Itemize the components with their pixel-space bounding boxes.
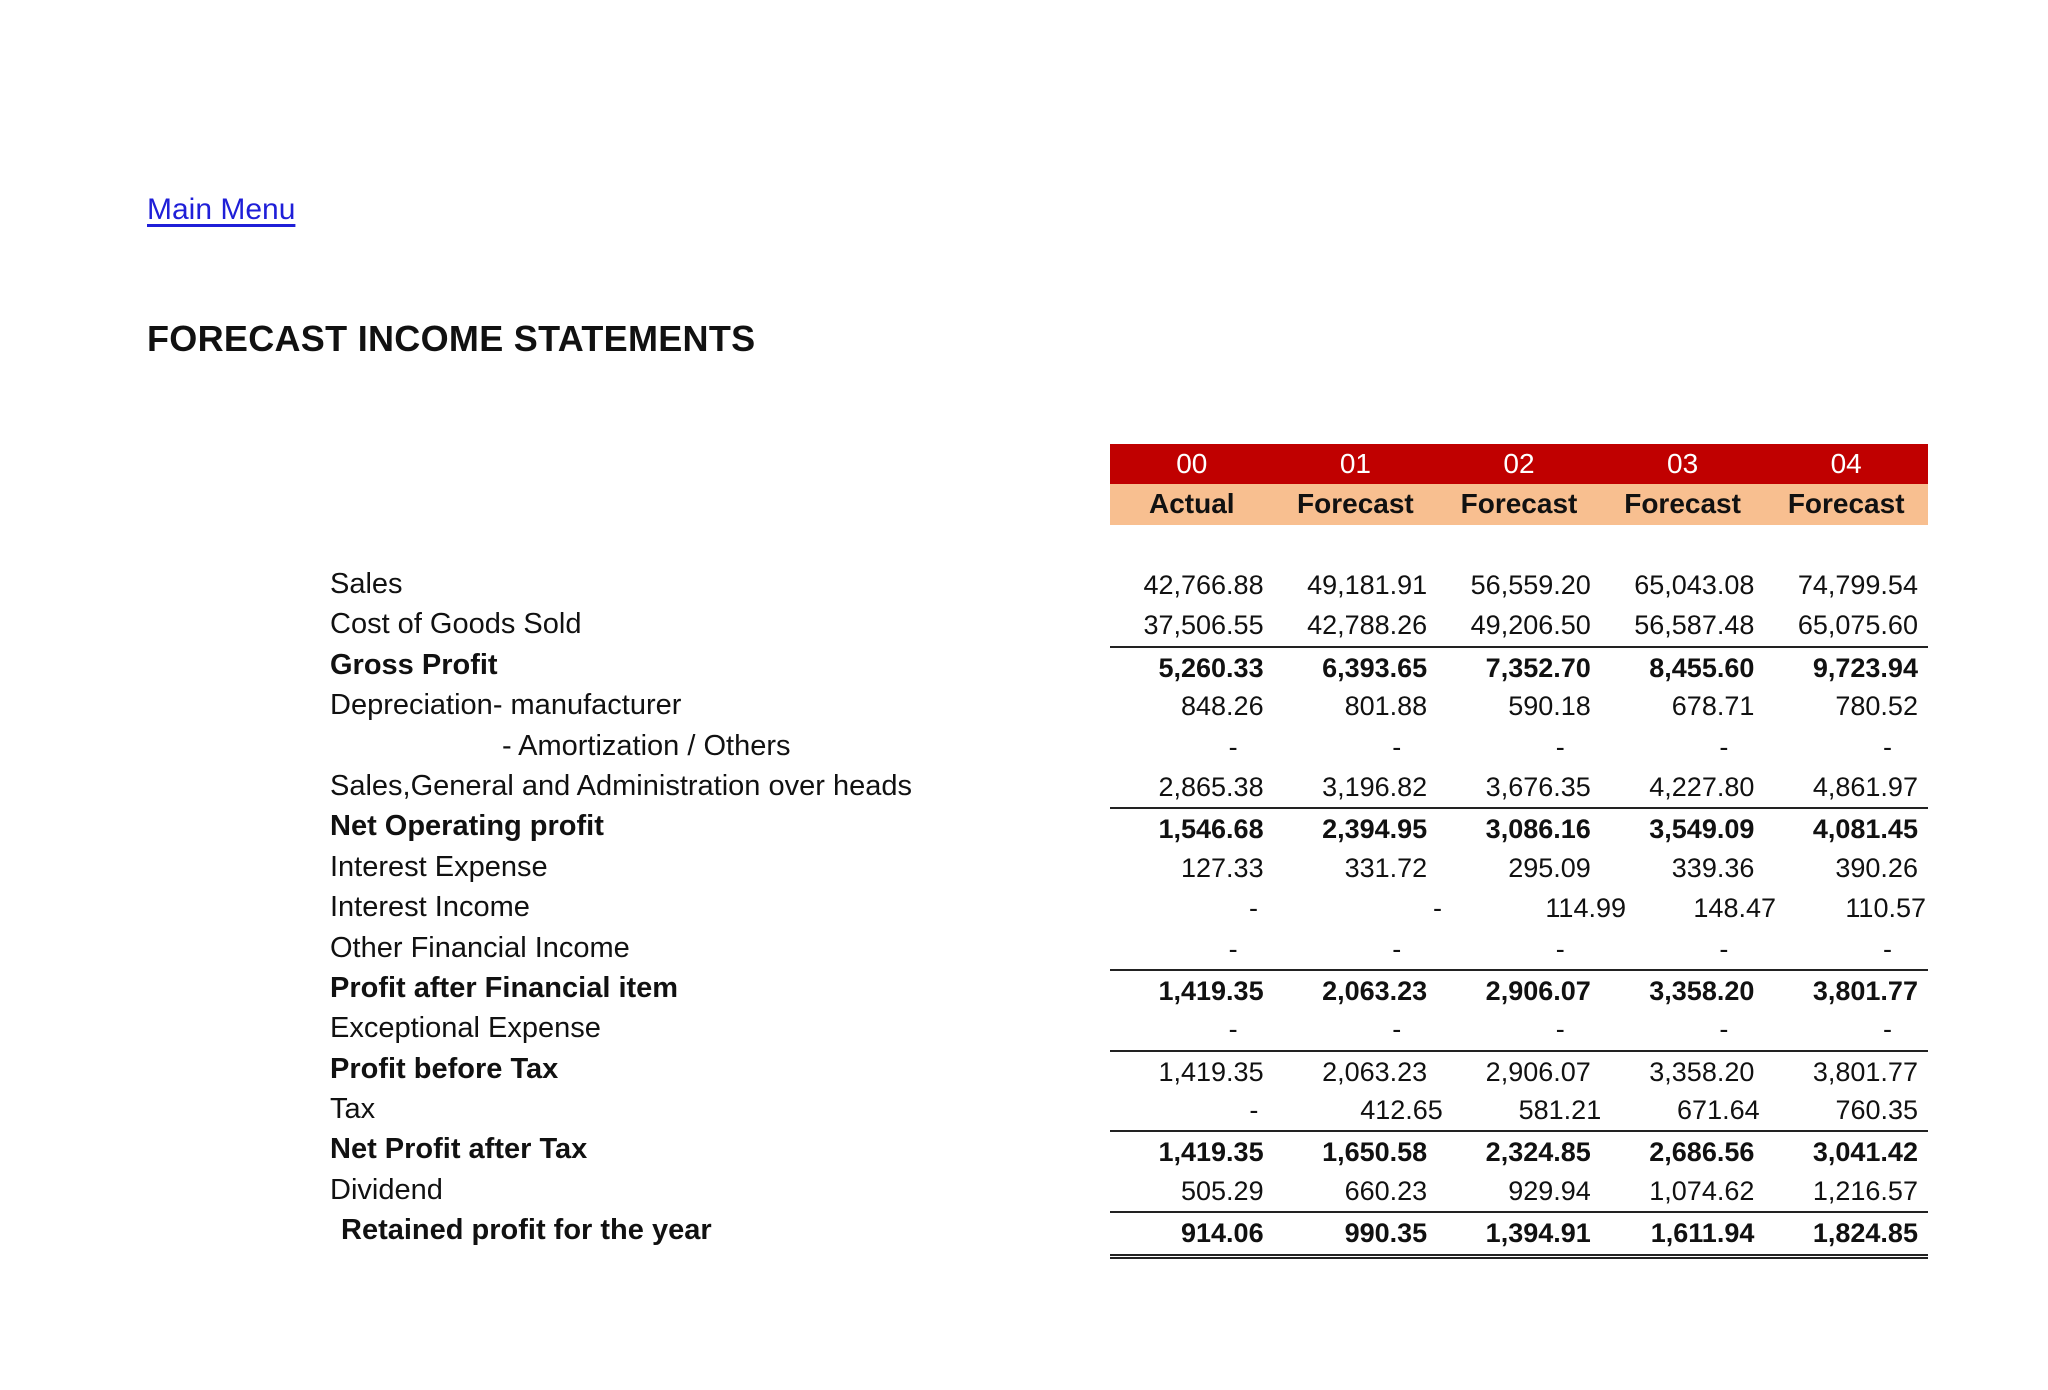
value-cell: -: [1249, 1095, 1259, 1126]
value-cell: -: [1719, 731, 1729, 762]
value-cell: 581.21: [1518, 1095, 1602, 1126]
table-row: [0, 1130, 2048, 1170]
value-cell: 3,549.09: [1649, 814, 1755, 845]
value-cell: 929.94: [1508, 1175, 1591, 1206]
row-label: Cost of Goods Sold: [330, 608, 582, 641]
row-label: Sales,General and Administration over heads: [330, 769, 912, 802]
type-header-cell: Forecast: [1787, 488, 1905, 519]
type-header-row: [1110, 484, 1928, 525]
year-header-cell: 01: [1339, 448, 1371, 479]
row-values: [1110, 727, 1928, 767]
table-row: [0, 929, 2048, 969]
value-cell: 5,260.33: [1158, 652, 1264, 683]
value-cell: 3,358.20: [1649, 1056, 1755, 1087]
table-row: [0, 1211, 2048, 1251]
type-header-cell: Forecast: [1460, 488, 1578, 519]
value-cell: 3,086.16: [1485, 814, 1591, 845]
row-values: [1110, 848, 1928, 888]
row-label: Depreciation- manufacturer: [330, 689, 682, 722]
value-cell: 331.72: [1344, 852, 1428, 883]
year-header-cell: 02: [1503, 448, 1535, 479]
value-cell: 412.65: [1360, 1095, 1443, 1126]
row-label: Net Profit after Tax: [330, 1133, 588, 1166]
value-cell: -: [1882, 933, 1892, 964]
row-values: [1110, 1211, 1928, 1258]
value-cell: -: [1392, 731, 1402, 762]
value-cell: 37,506.55: [1143, 610, 1264, 641]
row-values: [1110, 1009, 1928, 1049]
value-cell: 42,766.88: [1143, 570, 1264, 600]
row-values: [1110, 969, 1928, 1011]
value-cell: 1,611.94: [1650, 1218, 1755, 1249]
year-header-cell: 03: [1667, 448, 1699, 479]
row-values: [1110, 1171, 1928, 1211]
table-row: [0, 1090, 2048, 1130]
value-cell: 114.99: [1545, 893, 1626, 924]
value-cell: 2,063.23: [1322, 1056, 1428, 1087]
value-cell: 127.33: [1181, 852, 1264, 883]
value-cell: -: [1555, 1014, 1565, 1045]
row-values: [1110, 807, 1928, 849]
value-cell: 1,074.62: [1649, 1175, 1755, 1206]
value-cell: 148.47: [1693, 893, 1776, 924]
value-cell: 2,394.95: [1322, 814, 1428, 845]
income-statement-table: [0, 565, 2048, 1252]
page-title: FORECAST INCOME STATEMENTS: [147, 318, 756, 359]
value-cell: 56,587.48: [1634, 610, 1755, 641]
row-label: Exceptional Expense: [330, 1012, 601, 1045]
value-cell: 990.35: [1344, 1218, 1428, 1249]
value-cell: 7,352.70: [1485, 652, 1591, 683]
value-cell: -: [1882, 1014, 1892, 1045]
table-row: [0, 727, 2048, 767]
value-cell: 590.18: [1508, 691, 1591, 722]
value-cell: -: [1555, 731, 1565, 762]
table-row: [0, 807, 2048, 847]
table-row: [0, 888, 2048, 928]
table-row: [0, 1050, 2048, 1090]
table-row: [0, 605, 2048, 645]
value-cell: 1,419.35: [1158, 1137, 1264, 1168]
row-values: [1110, 929, 1928, 969]
value-cell: -: [1882, 731, 1892, 762]
value-cell: 801.88: [1344, 691, 1428, 722]
value-cell: 3,801.77: [1812, 1056, 1918, 1087]
year-header-cell: 00: [1176, 448, 1208, 479]
type-header-cell: Forecast: [1624, 488, 1741, 519]
row-values: [1110, 686, 1928, 726]
value-cell: 3,041.42: [1812, 1137, 1918, 1168]
row-values: [1110, 646, 1928, 688]
value-cell: 3,196.82: [1322, 771, 1428, 802]
row-values: [1110, 605, 1928, 645]
row-label: Tax: [330, 1093, 376, 1126]
value-cell: 9,723.94: [1812, 652, 1918, 683]
table-row: [0, 1171, 2048, 1211]
row-values: [1110, 565, 1928, 605]
value-cell: 505.29: [1181, 1175, 1264, 1206]
value-cell: 1,419.35: [1158, 1056, 1264, 1087]
value-cell: -: [1392, 1014, 1402, 1045]
table-row: [0, 1009, 2048, 1049]
row-label: - Amortization / Others: [502, 729, 791, 762]
value-cell: 49,206.50: [1470, 610, 1591, 641]
value-cell: 2,063.23: [1322, 975, 1428, 1006]
value-cell: 65,043.08: [1634, 570, 1755, 600]
value-cell: 1,824.85: [1812, 1218, 1918, 1249]
row-values: [1110, 888, 1928, 928]
value-cell: 1,546.68: [1158, 814, 1264, 845]
table-row: [0, 565, 2048, 605]
value-cell: 1,419.35: [1158, 975, 1264, 1006]
row-label: Retained profit for the year: [341, 1214, 712, 1247]
value-cell: 2,324.85: [1485, 1137, 1591, 1168]
value-cell: 4,227.80: [1649, 771, 1755, 802]
value-cell: 2,686.56: [1649, 1137, 1755, 1168]
value-cell: -: [1392, 933, 1402, 964]
row-label: Other Financial Income: [330, 931, 630, 964]
value-cell: -: [1228, 1014, 1238, 1045]
value-cell: -: [1433, 893, 1442, 924]
value-cell: 42,788.26: [1307, 610, 1428, 641]
value-cell: -: [1719, 933, 1729, 964]
value-cell: 1,216.57: [1812, 1175, 1918, 1206]
value-cell: 56,559.20: [1470, 570, 1591, 600]
value-cell: 3,676.35: [1485, 771, 1591, 802]
value-cell: 678.71: [1671, 691, 1755, 722]
type-header-cell: Actual: [1149, 488, 1235, 519]
row-values: [1110, 767, 1928, 807]
value-cell: 2,906.07: [1485, 975, 1591, 1006]
value-cell: -: [1249, 893, 1258, 924]
value-cell: -: [1228, 933, 1238, 964]
value-cell: 914.06: [1181, 1218, 1264, 1249]
value-cell: 760.35: [1835, 1095, 1919, 1126]
value-cell: 4,081.45: [1812, 814, 1918, 845]
value-cell: 110.57: [1845, 893, 1926, 924]
value-cell: 4,861.97: [1812, 771, 1918, 802]
table-row: [0, 646, 2048, 686]
value-cell: 2,865.38: [1158, 771, 1264, 802]
row-values: [1110, 1090, 1928, 1130]
value-cell: -: [1555, 933, 1565, 964]
row-label: Net Operating profit: [330, 810, 604, 843]
table-row: [0, 969, 2048, 1009]
table-row: [0, 686, 2048, 726]
value-cell: 6,393.65: [1322, 652, 1428, 683]
value-cell: 780.52: [1835, 691, 1918, 722]
value-cell: 3,801.77: [1812, 975, 1918, 1006]
year-header-cell: 04: [1830, 448, 1862, 479]
row-label: Gross Profit: [330, 648, 498, 681]
value-cell: 2,906.07: [1485, 1056, 1591, 1087]
row-label: Interest Income: [330, 891, 530, 924]
year-header-row: [1110, 444, 1928, 484]
value-cell: 660.23: [1344, 1175, 1428, 1206]
value-cell: 671.64: [1677, 1095, 1760, 1126]
value-cell: 65,075.60: [1797, 610, 1918, 641]
value-cell: 848.26: [1181, 691, 1264, 722]
row-label: Dividend: [330, 1173, 443, 1206]
value-cell: 49,181.91: [1307, 570, 1428, 600]
value-cell: 1,650.58: [1322, 1137, 1428, 1168]
value-cell: 295.09: [1508, 852, 1591, 883]
row-values: [1110, 1050, 1928, 1092]
table-row: [0, 848, 2048, 888]
value-cell: 390.26: [1835, 852, 1918, 883]
table-row: [0, 767, 2048, 807]
row-label: Profit after Financial item: [330, 971, 679, 1004]
value-cell: 3,358.20: [1649, 975, 1755, 1006]
value-cell: -: [1228, 731, 1238, 762]
row-label: Interest Expense: [330, 850, 548, 883]
main-menu-link[interactable]: Main Menu: [147, 193, 296, 226]
row-values: [1110, 1130, 1928, 1172]
value-cell: 8,455.60: [1649, 652, 1755, 683]
value-cell: 339.36: [1671, 852, 1755, 883]
value-cell: -: [1719, 1014, 1729, 1045]
type-header-cell: Forecast: [1297, 488, 1414, 519]
value-cell: 1,394.91: [1485, 1218, 1591, 1249]
row-label: Profit before Tax: [330, 1052, 559, 1085]
row-label: Sales: [330, 568, 403, 600]
value-cell: 74,799.54: [1797, 570, 1918, 600]
